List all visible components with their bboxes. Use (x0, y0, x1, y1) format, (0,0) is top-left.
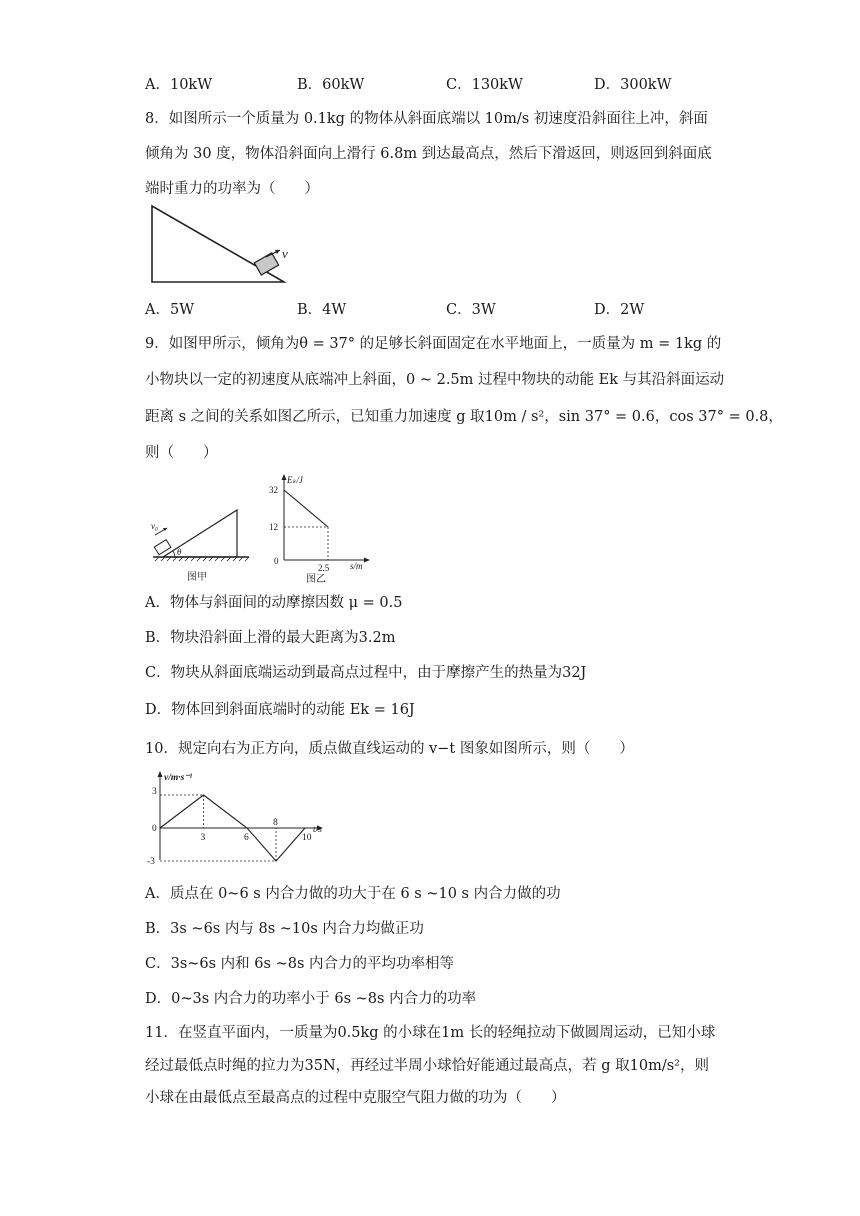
q10-y-neg: -3 (147, 857, 155, 867)
vt-x-tick-label: 6 (244, 833, 249, 843)
q9-fig-b-xlabel: s/m (350, 561, 363, 571)
q9-stem-line-3: 距离 s 之间的关系如图乙所示，已知重力加速度 g 取10m / s²，sin 37° = 0.6，cos 37° = 0.8， (145, 409, 783, 425)
q10-option-d: D．0~3s 内合力的功率小于 6s ~8s 内合力的功率 (145, 991, 477, 1007)
q10-vt-graph (143, 768, 343, 868)
q7-option-b: B．60kW (297, 77, 365, 93)
q9-fig-a-theta: θ (177, 547, 182, 557)
q7-option-c: C．130kW (446, 77, 523, 93)
q9-option-c: C．物块从斜面底端运动到最高点过程中，由于摩擦产生的热量为32J (145, 665, 587, 681)
vt-x-tick-label: 8 (273, 818, 278, 828)
vt-x-tick-label: 3 (200, 833, 206, 843)
q11-stem-line-1: 11．在竖直平面内，一质量为0.5kg 的小球在1m 长的轻绳拉动下做圆周运动，已知小球 (145, 1025, 716, 1041)
q10-option-c: C．3s~6s 内和 6s ~8s 内合力的平均功率相等 (145, 956, 454, 972)
q7-option-d: D．300kW (594, 77, 672, 93)
q10-xlabel: t/s (313, 825, 322, 835)
q9-fig-a-caption: 图甲 (187, 572, 207, 583)
q8-stem-line-2: 倾角为 30 度，物体沿斜面向上滑行 6.8m 到达最高点，然后下滑返回，则返回到斜面底 (145, 146, 712, 162)
q7-option-a: A．10kW (145, 77, 213, 93)
q9-figure-a (145, 505, 255, 585)
q8-option-d: D．2W (594, 302, 645, 318)
q9-fig-b-y32: 32 (269, 485, 278, 495)
q8-incline-figure (148, 200, 308, 290)
vt-y-arrow-icon (158, 771, 163, 777)
q8-stem-line-3: 端时重力的功率为（ ） (145, 181, 319, 197)
q8-option-c: C．3W (446, 302, 496, 318)
q9-stem-line-1: 9．如图甲所示，倾角为θ = 37° 的足够长斜面固定在水平地面上，一质量为 m = 1kg 的 (145, 336, 722, 352)
q9-fig-b-x25: 2.5 (318, 563, 330, 573)
q8-stem-line-1: 8．如图所示一个质量为 0.1kg 的物体从斜面底端以 10m/s 初速度沿斜面往上冲，斜面 (145, 111, 708, 127)
q10-option-a: A．质点在 0~6 s 内合力做的功大于在 6 s ~10 s 内合力做的功 (145, 886, 561, 902)
q10-y-zero: 0 (152, 824, 157, 834)
q10-stem: 10．规定向右为正方向，质点做直线运动的 v−t 图象如图所示，则（ ） (145, 741, 634, 757)
q8-option-b: B．4W (297, 302, 347, 318)
q9-fig-b-caption: 图乙 (306, 574, 326, 585)
q9-fig-a-v0: v₀ (151, 521, 159, 531)
vt-x-tick-label: 10 (302, 833, 312, 843)
q10-y-pos: 3 (152, 787, 157, 797)
q10-ylabel: v/m·s⁻¹ (164, 773, 193, 783)
q9-fig-b-y12: 12 (269, 522, 278, 532)
q8-figure-v-label: v (282, 246, 288, 261)
q9-option-b: B．物块沿斜面上滑的最大距离为3.2m (145, 630, 396, 646)
q11-stem-line-2: 经过最低点时绳的拉力为35N，再经过半周小球恰好能通过最高点，若 g 取10m/s²，则 (145, 1058, 709, 1074)
q10-option-b: B．3s ~6s 内与 8s ~10s 内合力均做正功 (145, 921, 424, 937)
ek-line (284, 490, 328, 527)
q9-fig-b-origin: 0 (274, 556, 279, 566)
q9-stem-line-2: 小物块以一定的初速度从底端冲上斜面，0 ~ 2.5m 过程中物块的动能 Ek 与其沿斜面运动 (145, 372, 725, 388)
q8-option-a: A．5W (145, 302, 195, 318)
q9-stem-line-4: 则（ ） (145, 445, 218, 461)
q9-option-a: A．物体与斜面间的动摩擦因数 μ = 0.5 (145, 595, 403, 611)
q11-stem-line-3: 小球在由最低点至最高点的过程中克服空气阻力做的功为（ ） (145, 1090, 566, 1106)
q9-figure-b-ek-graph (262, 472, 382, 585)
q9-option-d: D．物体回到斜面底端时的动能 Ek = 16J (145, 702, 415, 718)
q9-fig-b-ylabel: Eₖ/J (287, 475, 303, 485)
x-axis-arrow-icon (364, 558, 370, 563)
y-axis-arrow-icon (282, 474, 287, 480)
